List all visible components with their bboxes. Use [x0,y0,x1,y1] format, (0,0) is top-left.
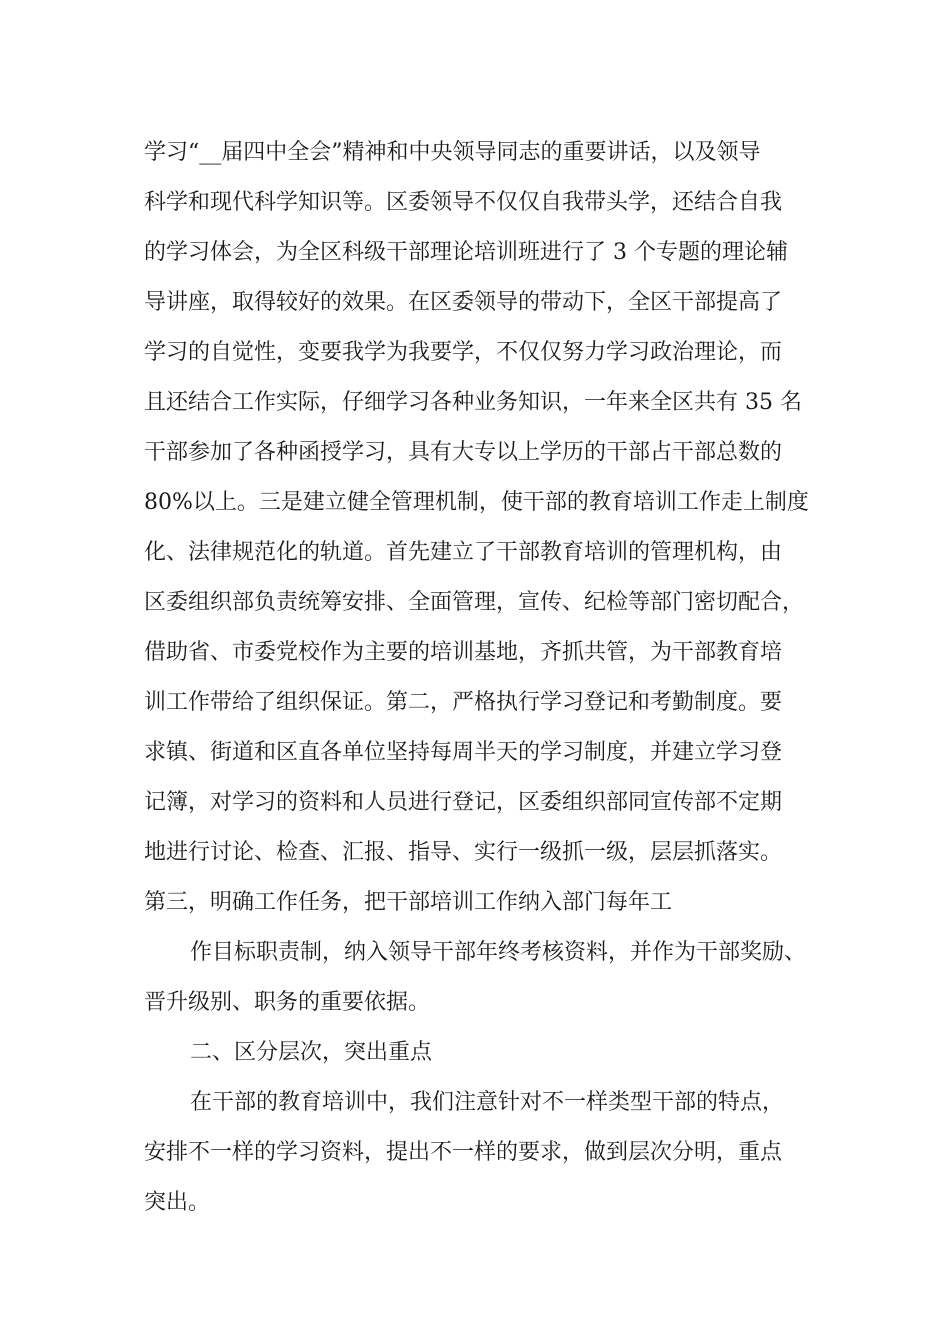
text-line: 学习“__届四中全会”精神和中央领导同志的重要讲话，以及领导 [144,140,761,165]
text-line: 科学和现代科学知识等。区委领导不仅仅自我带头学，还结合自我 [144,190,783,215]
text-line: 在干部的教育培训中，我们注意针对不一样类型干部的特点， [190,1090,785,1115]
text-line: 且还结合工作实际，仔细学习各种业务知识，一年来全区共有 35 名 [144,390,802,415]
text-line: 突出。 [144,1190,211,1215]
text-line: 干部参加了各种函授学习，具有大专以上学历的干部占干部总数的 [144,440,783,465]
text-line: 的学习体会，为全区科级干部理论培训班进行了 3 个专题的理论辅 [144,240,788,265]
text-line: 地进行讨论、检查、汇报、指导、实行一级抓一级，层层抓落实。 [144,840,783,865]
section-heading: 二、区分层次，突出重点 [190,1040,433,1065]
text-line: 借助省、市委党校作为主要的培训基地，齐抓共管，为干部教育培 [144,640,783,665]
text-line: 学习的自觉性，变要我学为我要学，不仅仅努力学习政治理论，而 [144,340,783,365]
text-line: 80%以上。三是建立健全管理机制，使干部的教育培训工作走上制度 [144,490,809,515]
text-line: 安排不一样的学习资料，提出不一样的要求，做到层次分明，重点 [144,1140,783,1165]
text-line: 训工作带给了组织保证。第二，严格执行学习登记和考勤制度。要 [144,690,783,715]
paragraph-1 [144,128,834,928]
text-line: 区委组织部负责统筹安排、全面管理，宣传、纪检等部门密切配合， [144,590,805,615]
text-line: 导讲座，取得较好的效果。在区委领导的带动下，全区干部提高了 [144,290,783,315]
text-line: 作目标职责制，纳入领导干部年终考核资料，并作为干部奖励、 [190,940,807,965]
text-line: 晋升级别、职务的重要依据。 [144,990,431,1015]
paragraph-2 [144,928,834,1028]
paragraph-3 [144,1078,834,1228]
text-line: 第三，明确工作任务，把干部培训工作纳入部门每年工 [144,890,673,915]
text-line: 化、法律规范化的轨道。首先建立了干部教育培训的管理机构，由 [144,540,783,565]
document-body [144,128,834,1228]
text-line: 记簿，对学习的资料和人员进行登记，区委组织部同宣传部不定期 [144,790,783,815]
text-line: 求镇、街道和区直各单位坚持每周半天的学习制度，并建立学习登 [144,740,783,765]
